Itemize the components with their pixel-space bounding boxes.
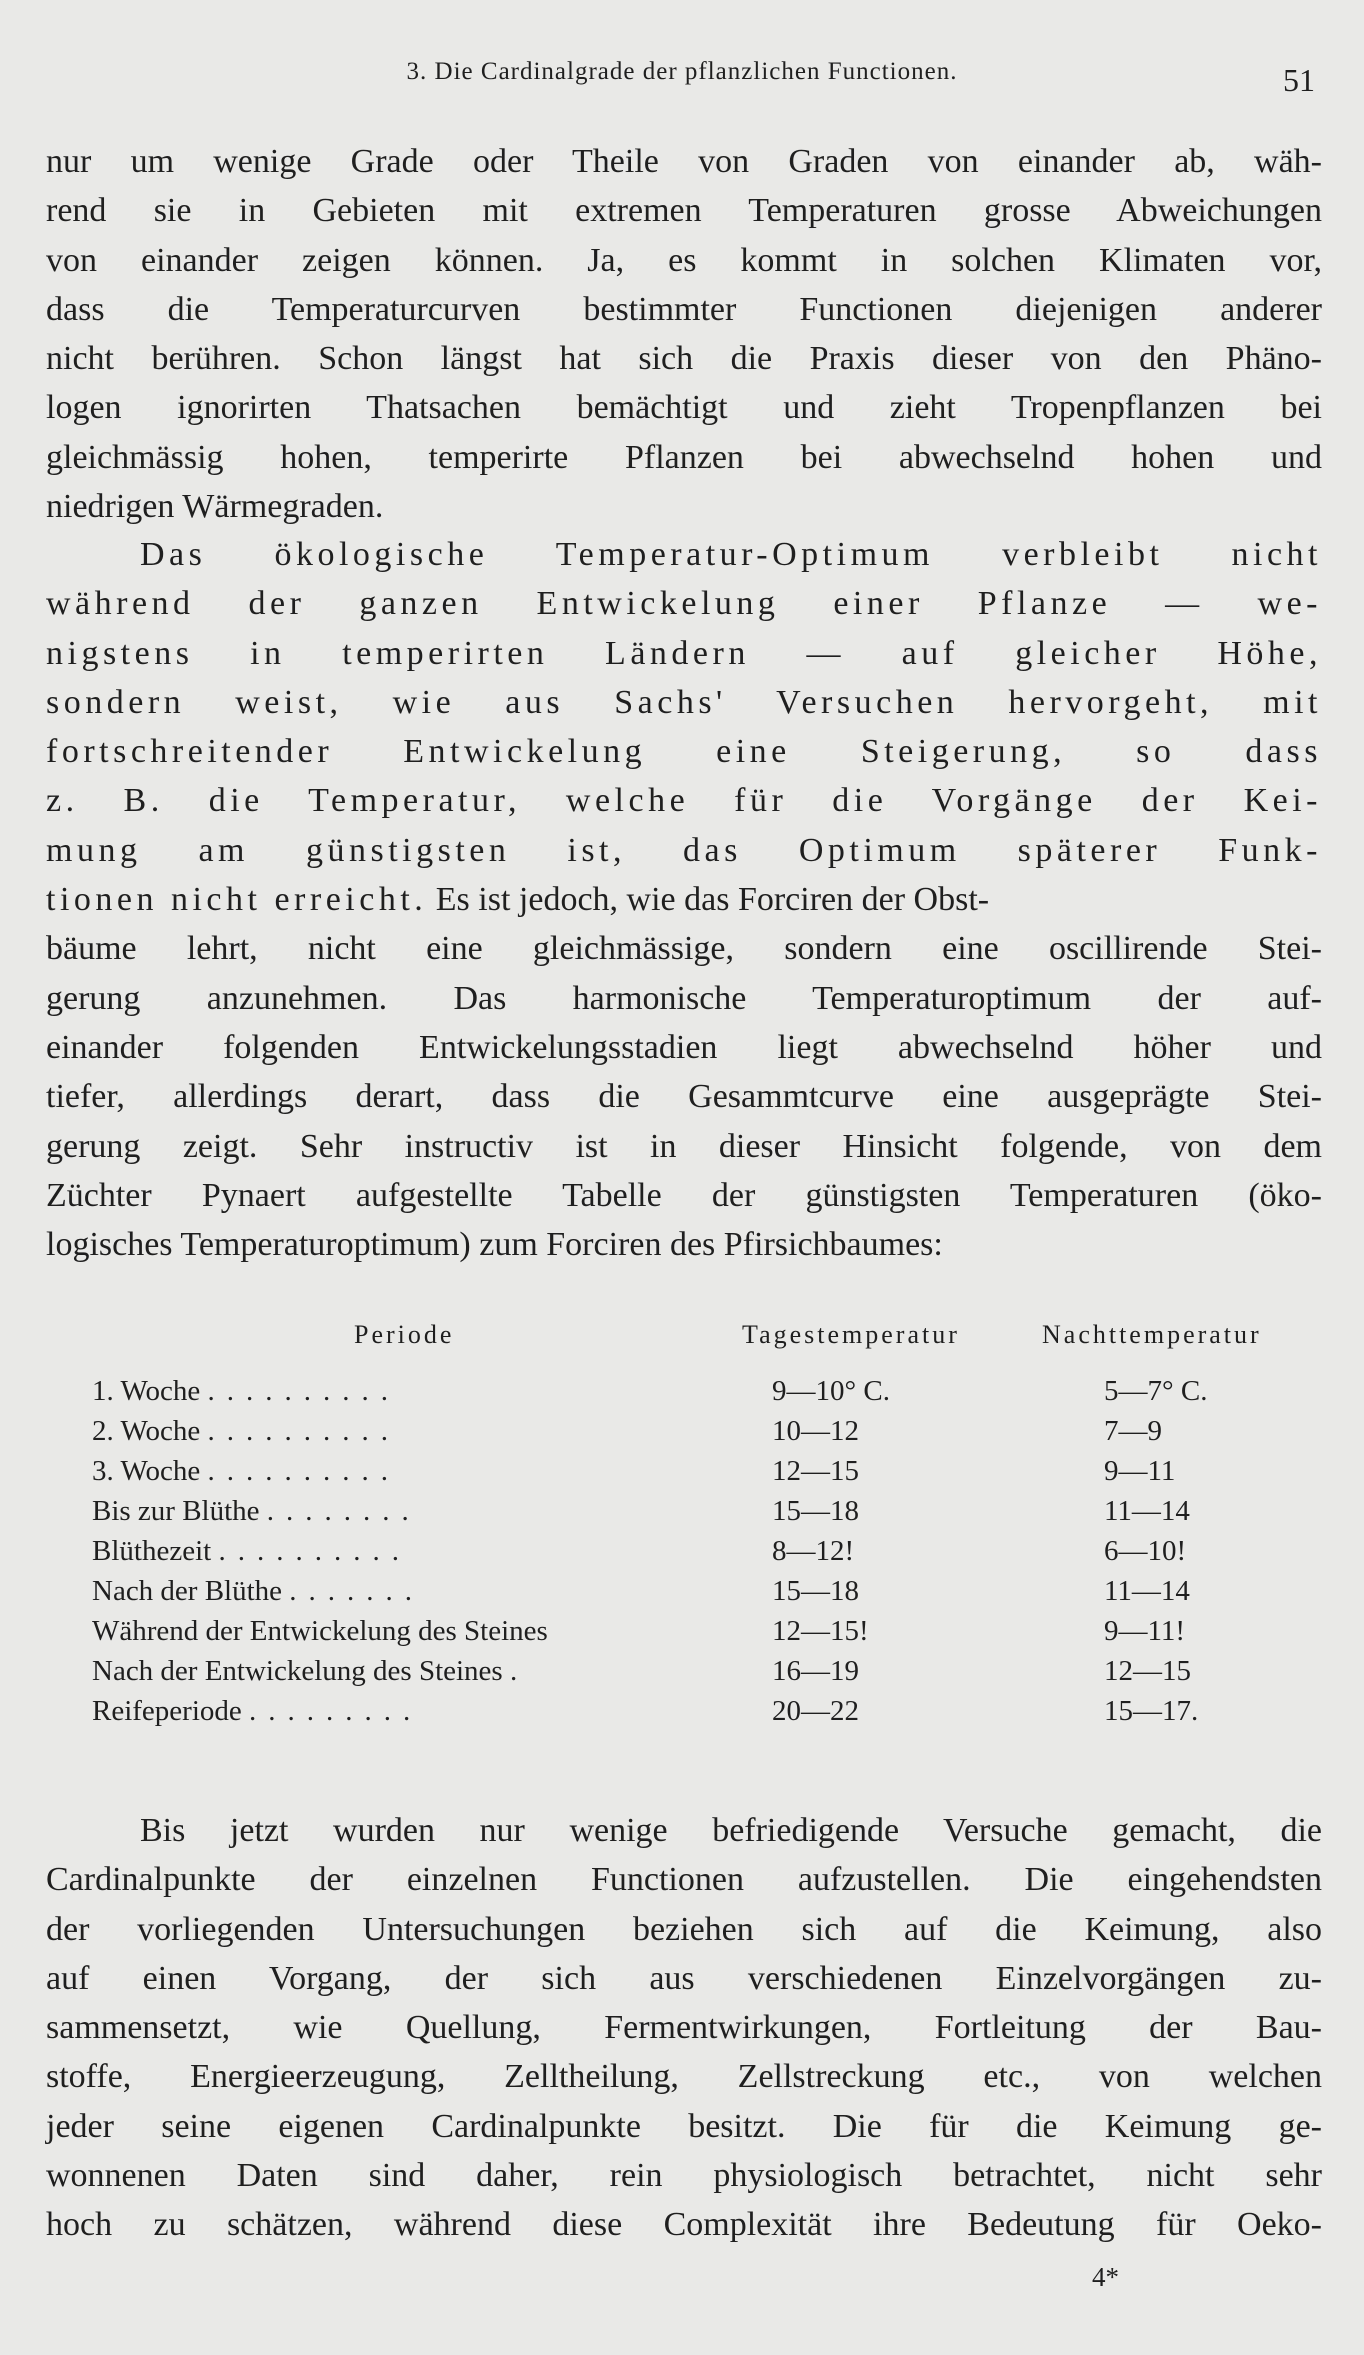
day-temperature-cell: 12—15 <box>772 1455 859 1487</box>
leader-dots: .......... <box>207 1375 401 1407</box>
page-number: 51 <box>1283 62 1315 98</box>
period-label: Nach der Entwickelung des Steines <box>92 1655 503 1687</box>
header-period: Periode <box>354 1320 455 1349</box>
day-temperature-cell: 9—10° C. <box>772 1375 890 1407</box>
night-temperature-cell: 7—9 <box>1104 1415 1162 1447</box>
text-line: auf einen Vorgang, der sich aus verschiedenen Einzelvorgängen zu- <box>46 1959 1322 1997</box>
night-temperature-cell: 5—7° C. <box>1104 1375 1208 1407</box>
period-cell <box>92 1535 727 1568</box>
text-line: Züchter Pynaert aufgestellte Tabelle der günstigsten Temperaturen (öko- <box>46 1176 1322 1214</box>
text-line: Bis jetzt wurden nur wenige befriedigende Versuche gemacht, die <box>140 1812 1322 1849</box>
night-temperature-cell: 11—14 <box>1104 1575 1190 1607</box>
table-row <box>92 1415 1332 1455</box>
table-row <box>92 1535 1332 1575</box>
text-segment: Es ist jedoch, wie das Forciren der Obst- <box>435 881 990 919</box>
text-line: Cardinalpunkte der einzelnen Functionen aufzustellen. Die eingehendsten <box>46 1861 1322 1899</box>
day-temperature-cell: 12—15! <box>772 1615 869 1647</box>
text-line: logen ignorirten Thatsachen bemächtigt und zieht Tropenpflanzen bei <box>46 389 1322 427</box>
text-line: jeder seine eigenen Cardinalpunkte besitzt. Die für die Keimung ge- <box>46 2107 1322 2145</box>
text-line: nur um wenige Grade oder Theile von Graden von einander ab, wäh- <box>46 143 1322 180</box>
text-line: nicht berühren. Schon längst hat sich die Praxis dieser von den Phäno- <box>46 340 1322 378</box>
table-row <box>92 1615 1332 1655</box>
text-line: rend sie in Gebieten mit extremen Temperaturen grosse Abweichungen <box>46 192 1322 230</box>
text-line: der vorliegenden Untersuchungen beziehen sich auf die Keimung, also <box>46 1910 1322 1948</box>
text-line: von einander zeigen können. Ja, es kommt in solchen Klimaten vor, <box>46 241 1322 279</box>
period-label: Blüthezeit <box>92 1535 212 1567</box>
text-line: sammensetzt, wie Quellung, Fermentwirkungen, Fortleitung der Bau- <box>46 2009 1322 2047</box>
text-line: sondern weist, wie aus Sachs' Versuchen hervorgeht, mit <box>46 683 1322 721</box>
text-line: einander folgenden Entwickelungsstadien liegt abwechselnd höher und <box>46 1028 1322 1066</box>
night-temperature-cell: 6—10! <box>1104 1535 1187 1567</box>
text-line: stoffe, Energieerzeugung, Zelltheilung, Zellstreckung etc., von welchen <box>46 2058 1322 2096</box>
period-label: Bis zur Blüthe <box>92 1495 260 1527</box>
period-cell <box>92 1615 727 1648</box>
table-header <box>92 1320 1332 1360</box>
text-line: fortschreitender Entwickelung eine Steigerung, so dass <box>46 733 1322 771</box>
table-row <box>92 1375 1332 1415</box>
period-cell <box>92 1495 727 1528</box>
text-line: gleichmässig hohen, temperirte Pflanzen bei abwechselnd hohen und <box>46 438 1322 476</box>
table-row <box>92 1495 1332 1535</box>
period-cell <box>92 1415 727 1448</box>
period-label: Reifeperiode <box>92 1695 242 1727</box>
table-row <box>92 1655 1332 1695</box>
period-cell <box>92 1695 727 1728</box>
text-line: dass die Temperaturcurven bestimmter Functionen diejenigen anderer <box>46 290 1322 328</box>
leader-dots: ........ <box>266 1495 421 1527</box>
period-cell <box>92 1455 727 1488</box>
text-line: mung am günstigsten ist, das Optimum späterer Funk- <box>46 831 1322 869</box>
paragraph-3 <box>46 1806 1322 2250</box>
text-line <box>46 875 1322 924</box>
leader-dots: .......... <box>218 1535 411 1567</box>
day-temperature-cell: 8—12! <box>772 1535 855 1567</box>
leader-dots: .......... <box>207 1415 401 1447</box>
leader-dots: ....... <box>289 1575 425 1607</box>
text-line: bäume lehrt, nicht eine gleichmässige, sondern eine oscillirende Stei- <box>46 930 1322 968</box>
spaced-text: tionen nicht erreicht. <box>46 881 428 919</box>
night-temperature-cell: 9—11! <box>1104 1615 1186 1647</box>
leader-dots: . <box>509 1655 530 1687</box>
period-label: 3. Woche <box>92 1455 201 1487</box>
table-row <box>92 1695 1332 1735</box>
text-line: nigstens in temperirten Ländern — auf gleicher Höhe, <box>46 634 1322 672</box>
leader-dots: .......... <box>207 1455 401 1487</box>
text-line: z. B. die Temperatur, welche für die Vorgänge der Kei- <box>46 782 1322 820</box>
night-temperature-cell: 15—17. <box>1104 1695 1199 1727</box>
period-label: Während der Entwickelung des Steines <box>92 1615 548 1647</box>
text-line: während der ganzen Entwickelung einer Pflanze — we- <box>46 585 1322 623</box>
day-temperature-cell: 20—22 <box>772 1695 859 1727</box>
text-line: gerung anzunehmen. Das harmonische Temperaturoptimum der auf- <box>46 979 1322 1017</box>
text-line: Das ökologische Temperatur-Optimum verbleibt nicht <box>140 536 1322 573</box>
day-temperature-cell: 10—12 <box>772 1415 859 1447</box>
signature-mark: 4* <box>1092 2262 1119 2292</box>
night-temperature-cell: 9—11 <box>1104 1455 1176 1487</box>
header-night-temperature: Nachttemperatur <box>1042 1320 1262 1349</box>
day-temperature-cell: 15—18 <box>772 1575 859 1607</box>
day-temperature-cell: 15—18 <box>772 1495 859 1527</box>
text-line: hoch zu schätzen, während diese Complexität ihre Bedeutung für Oeko- <box>46 2206 1322 2244</box>
night-temperature-cell: 12—15 <box>1104 1655 1191 1687</box>
text-line: logisches Temperaturoptimum) zum Forciren des Pfirsichbaumes: <box>46 1226 943 1264</box>
paragraph-1 <box>46 137 1322 531</box>
period-cell <box>92 1655 727 1688</box>
period-cell <box>92 1375 727 1408</box>
period-label: 1. Woche <box>92 1375 201 1407</box>
header-day-temperature: Tagestemperatur <box>742 1320 960 1349</box>
table-row <box>92 1575 1332 1615</box>
running-head: 3. Die Cardinalgrade der pflanzlichen Functionen. <box>406 58 958 85</box>
text-line: tiefer, allerdings derart, dass die Gesammtcurve eine ausgeprägte Stei- <box>46 1078 1322 1116</box>
night-temperature-cell: 11—14 <box>1104 1495 1190 1527</box>
table-row <box>92 1455 1332 1495</box>
text-line: gerung zeigt. Sehr instructiv ist in dieser Hinsicht folgende, von dem <box>46 1127 1322 1165</box>
period-label: Nach der Blüthe <box>92 1575 283 1607</box>
text-line: wonnenen Daten sind daher, rein physiologisch betrachtet, nicht sehr <box>46 2157 1322 2195</box>
period-label: 2. Woche <box>92 1415 201 1447</box>
day-temperature-cell: 16—19 <box>772 1655 859 1687</box>
text-line: niedrigen Wärmegraden. <box>46 488 384 526</box>
leader-dots: ......... <box>249 1695 423 1727</box>
period-cell <box>92 1575 727 1608</box>
paragraph-2 <box>46 530 1322 1269</box>
